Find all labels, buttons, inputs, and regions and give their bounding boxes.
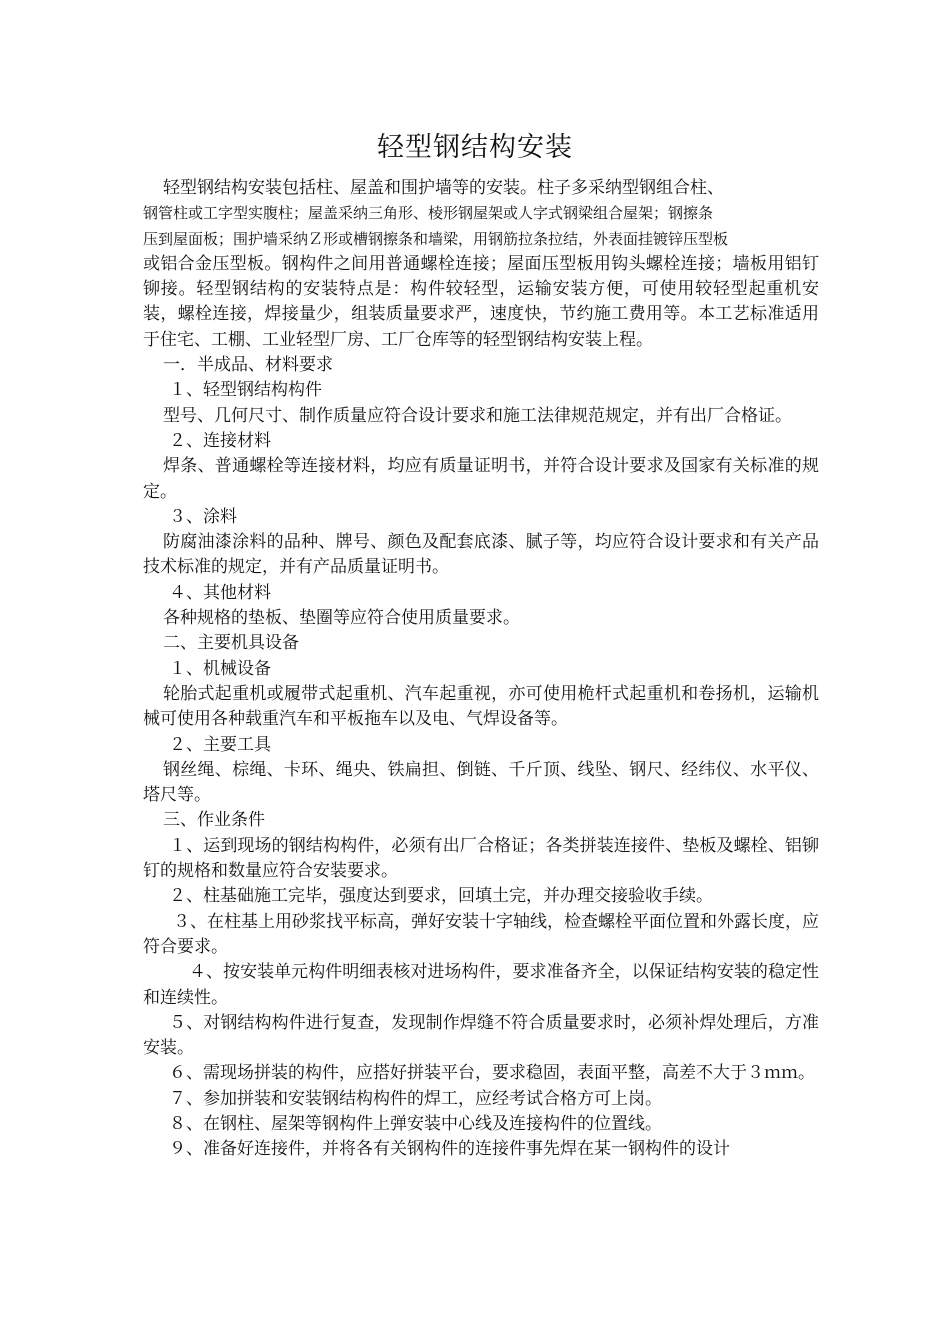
document-body (143, 176, 819, 1163)
section-1-item-4-body: 各种规格的垫板、垫圈等应符合使用质量要求。 (163, 608, 520, 629)
section-3-item-1: １、运到现场的钢结构构件，必须有出厂合格证；各类拼装连接件、垫板及螺栓、铝铆钉的规格和数量应符合安装要求。 (143, 835, 819, 882)
intro-line-1: 轻型钢结构安装包括柱、屋盖和围护墙等的安装。柱子多采纳型钢组合柱、 (163, 178, 724, 198)
section-1-item-1-body: 型号、几何尺寸、制作质量应符合设计要求和施工法律规范规定，并有出厂合格证。 (163, 405, 792, 426)
document-title: 轻型钢结构安装 (377, 132, 573, 163)
section-3-item-9: ９、准备好连接件，并将各有关钢构件的连接件事先焊在某一钢构件的设计 (169, 1139, 730, 1160)
section-1-heading: 一．半成品、材料要求 (163, 355, 333, 376)
section-3-item-4: ４、按安装单元构件明细表核对进场构件，要求准备齐全，以保证结构安装的稳定性和连续性。 (143, 962, 819, 1008)
section-2-item-1-body: 轮胎式起重机或履带式起重机、汽车起重视，亦可使用桅杆式起重机和卷扬机，运输机械可使用各种载重汽车和平板拖车以及电、气焊设备等。 (143, 683, 819, 730)
intro-line-2: 钢管柱或工字型实腹柱；屋盖采纳三角形、棱形钢屋架或人字式钢梁组合屋架；钢擦条 (143, 204, 714, 223)
section-1-item-3-heading: ３、涂料 (169, 506, 237, 527)
section-3-heading: 三、作业条件 (163, 810, 265, 831)
section-2-heading: 二、主要机具设备 (163, 633, 299, 654)
section-1-item-2-body: 焊条、普通螺栓等连接材料，均应有质量证明书，并符合设计要求及国家有关标准的规定。 (143, 456, 819, 502)
intro-paragraph-rest: 或铝合金压型板。钢构件之间用普通螺栓连接；屋面压型板用钩头螺栓连接；墙板用铝钉铆接。轻型钢结构的安装特点是：构件较轻型，运输安装方便，可使用较轻型起重机安装，螺栓连接，焊接量少，组装质量要求严，速度快，节约施工费用等。本工艺标准适用于住宅、工棚、工业轻型厂房、工厂仓库等的轻型钢结构安装上程。 (143, 253, 819, 350)
intro-line-3: 压到屋面板；围护墙采纳Ｚ形或槽钢擦条和墙梁，用钢筋拉条拉结，外表面挂镀锌压型板 (143, 229, 729, 248)
section-1-item-4-heading: ４、其他材料 (169, 582, 271, 603)
section-2-item-1-heading: １、机械设备 (169, 658, 271, 679)
section-1-item-1-heading: １、轻型钢结构构件 (169, 380, 322, 401)
section-2-item-2-body: 钢丝绳、棕绳、卡环、绳央、铁扁担、倒链、千斤顶、线坠、钢尺、经纬仪、水平仪、塔尺等。 (143, 759, 819, 806)
section-3-item-5: ５、对钢结构构件进行复查，发现制作焊缝不符合质量要求时，必须补焊处理后，方准安装。 (143, 1012, 819, 1059)
section-2-item-2-heading: ２、主要工具 (169, 734, 271, 755)
section-3-item-2: ２、柱基础施工完毕，强度达到要求，回填土完，并办理交接验收手续。 (169, 886, 713, 907)
section-3-item-6: ６、需现场拼装的构件，应搭好拼装平台，要求稳固，表面平整，高差不大于３ｍｍ。 (169, 1063, 815, 1084)
section-3-item-3: ３、在柱基上用砂浆找平标高，弹好安装十字轴线，检查螺栓平面位置和外露长度，应符合要求。 (143, 911, 819, 957)
section-1-item-2-heading: ２、连接材料 (169, 430, 271, 451)
section-3-item-7: ７、参加拼装和安装钢结构构件的焊工，应经考试合格方可上岗。 (169, 1088, 662, 1109)
section-1-item-3-body: 防腐油漆涂料的品种、牌号、颜色及配套底漆、腻子等，均应符合设计要求和有关产品技术标准的规定，并有产品质量证明书。 (143, 532, 819, 578)
section-3-item-8: ８、在钢柱、屋架等钢构件上弹安装中心线及连接构件的位置线。 (169, 1113, 662, 1134)
